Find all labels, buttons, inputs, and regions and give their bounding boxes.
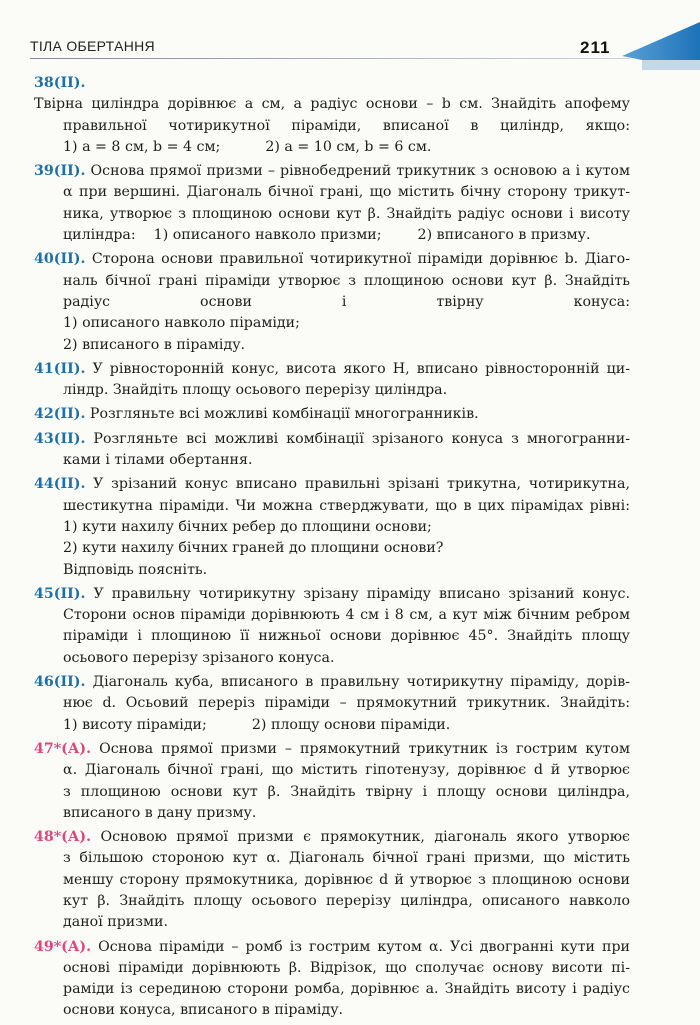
exercise-text: нює d. Осьовий переріз піраміди – прямокутний трикутник. Знайдіть: — [63, 695, 630, 712]
corner-tab-decoration — [622, 22, 700, 70]
exercise-line — [34, 1000, 630, 1021]
exercise-number: 42(ІІ). — [34, 406, 86, 423]
exercise-line — [34, 626, 630, 647]
exercise-text: кут β. Знайдіть площу осьового перерізу циліндра, описаного навколо — [63, 892, 630, 909]
exercise-text: Розгляньте всі можливі комбінації зрізаного конуса з многогранни- — [93, 430, 630, 447]
exercise-text: наль бічної грані піраміди утворює з площиною основи кут β. Знайдіть — [63, 272, 630, 289]
exercise-list — [34, 73, 630, 1025]
exercise-line — [34, 450, 630, 471]
exercise-line — [34, 760, 630, 781]
exercise-text: раміди із серединою сторони ромба, дорівнює a. Знайдіть висоту і радіус — [63, 981, 630, 998]
exercise-line — [34, 496, 630, 517]
exercise-text: ника, утворює з площиною основи кут β. Знайдіть радіус основи і висоту — [63, 205, 630, 222]
exercise-text: У зрізаний конус вписано правильні зрізані трикутна, чотирикутна, — [93, 476, 630, 493]
exercise-text: правильної чотирикутної піраміди, вписаної в циліндр, якщо: — [63, 117, 630, 134]
exercise-item — [34, 73, 630, 158]
exercise-line — [34, 359, 630, 380]
exercise-text: ліндр. Знайдіть площу осьового перерізу циліндра. — [63, 382, 448, 399]
exercise-number: 38(ІІ). — [34, 75, 86, 91]
exercise-text: Основа прямої призми – рівнобедрений трикутник з основою a і кутом — [90, 163, 631, 180]
exercise-item — [34, 249, 630, 355]
exercise-item — [34, 429, 630, 472]
exercise-line — [34, 672, 630, 693]
exercise-line — [34, 517, 630, 538]
exercise-line — [34, 803, 630, 824]
exercise-number: 40(ІІ). — [34, 251, 86, 268]
exercise-text: 1) висоту піраміди; 2) площу основи піраміди. — [63, 716, 451, 733]
exercise-text: 1) описаного навколо піраміди; — [63, 315, 300, 332]
exercise-line — [34, 116, 630, 137]
exercise-text: 2) кути нахилу бічних граней до площини основи? — [63, 540, 444, 557]
exercise-line — [34, 605, 630, 626]
exercise-line — [34, 335, 630, 356]
exercise-text: шестикутна піраміди. Чи можна стверджувати, що в цих пірамідах рівні: — [63, 497, 630, 514]
exercise-text: Відповідь поясніть. — [63, 561, 208, 578]
exercise-line — [34, 870, 630, 891]
exercise-line — [34, 648, 630, 669]
exercise-text: основи конуса, вписаного в піраміду. — [63, 1002, 344, 1019]
exercise-number: 43(ІІ). — [34, 430, 86, 447]
exercise-line — [34, 204, 630, 225]
exercise-item — [34, 359, 630, 402]
exercise-line — [34, 380, 630, 401]
exercise-text: У правильну чотирикутну зрізану піраміду вписано зрізаний конус. — [93, 585, 631, 602]
exercise-line — [34, 560, 630, 581]
exercise-item — [34, 739, 630, 824]
exercise-line — [34, 429, 630, 450]
exercise-line — [34, 979, 630, 1000]
exercise-line — [34, 584, 630, 605]
exercise-text: 2) вписаного в піраміду. — [63, 336, 246, 353]
exercise-text: 1) a = 8 см, b = 4 см; 2) a = 10 см, b = 6 см. — [63, 138, 432, 155]
exercise-text: Основа прямої призми – прямокутний трикутник із гострим кутом — [99, 740, 630, 757]
exercise-line — [34, 739, 630, 760]
exercise-text: Сторона основи правильної чотирикутної піраміди дорівнює b. Діаго- — [91, 251, 630, 268]
exercise-number: 41(ІІ). — [34, 360, 86, 377]
exercise-line — [34, 891, 630, 912]
exercise-number: 39(ІІ). — [34, 163, 86, 180]
exercise-text: 1) кути нахилу бічних ребер до площини основи; — [63, 518, 432, 535]
exercise-text: радіус основи і твірну конуса: — [63, 293, 630, 310]
exercise-text: У рівносторонній конус, висота якого H, вписано рівносторонній ци- — [92, 360, 630, 377]
running-title: ТІЛА ОБЕРТАННЯ — [30, 38, 155, 54]
exercise-text: вписаного в дану призму. — [63, 804, 257, 821]
exercise-text: Основа піраміди – ромб із гострим кутом α. Усі двогранні кути при — [98, 938, 630, 955]
exercise-line — [34, 715, 630, 736]
exercise-item — [34, 161, 630, 246]
exercise-line — [34, 73, 630, 116]
exercise-line — [34, 912, 630, 933]
exercise-line — [34, 693, 630, 714]
exercise-text: меншу сторону прямокутника, дорівнює d й утворює з площиною основи — [63, 871, 630, 888]
exercise-line — [34, 182, 630, 203]
exercise-text: осьового перерізу зрізаного конуса. — [63, 649, 335, 666]
exercise-number: 49*(А). — [34, 938, 92, 955]
exercise-text: α. Діагональ бічної грані, що містить гіпотенузу, дорівнює d й утворює — [63, 762, 630, 779]
exercise-text: циліндра: 1) описаного навколо призми; 2) вписаного в призму. — [63, 227, 591, 244]
header-rule — [30, 58, 630, 59]
exercise-text: ками і тілами обертання. — [63, 452, 253, 469]
exercise-line — [34, 404, 630, 425]
exercise-text: даної призми. — [63, 914, 168, 931]
exercise-line — [34, 827, 630, 848]
exercise-item — [34, 937, 630, 1022]
exercise-item — [34, 827, 630, 933]
exercise-item — [34, 672, 630, 736]
exercise-number: 45(ІІ). — [34, 585, 86, 602]
exercise-line — [34, 848, 630, 869]
exercise-number: 47*(А). — [34, 740, 92, 757]
exercise-line — [34, 225, 630, 246]
exercise-line — [34, 249, 630, 270]
page-number: 211 — [580, 38, 611, 57]
exercise-number: 48*(А). — [34, 829, 92, 846]
exercise-text: піраміди і площиною її нижньої основи дорівнює 45°. Знайдіть площу — [63, 628, 630, 645]
exercise-line — [34, 161, 630, 182]
exercise-line — [34, 538, 630, 559]
exercise-item — [34, 404, 630, 425]
exercise-number: 46(ІІ). — [34, 674, 86, 691]
exercise-text: Сторони основ піраміди дорівнюють 4 см і 8 см, а кут між бічним ребром — [63, 607, 630, 624]
exercise-line — [34, 474, 630, 495]
exercise-text: основі піраміди дорівнюють β. Відрізок, що сполучає основу висоти пі- — [63, 959, 630, 976]
exercise-text: α при вершині. Діагональ бічної грані, що містить бічну сторону трикут- — [63, 184, 630, 201]
exercise-line — [34, 937, 630, 958]
exercise-line — [34, 958, 630, 979]
exercise-text: з більшою стороною кут α. Діагональ бічної грані призми, що містить — [63, 850, 630, 867]
exercise-line — [34, 271, 630, 292]
exercise-item — [34, 474, 630, 580]
exercise-item — [34, 584, 630, 669]
page-header — [0, 0, 700, 80]
exercise-line — [34, 292, 630, 313]
exercise-text: Основою прямої призми є прямокутник, діагональ якого утворює — [100, 829, 630, 846]
exercise-text: з площиною основи кут β. Знайдіть твірну і площу основи циліндра, — [63, 783, 630, 800]
exercise-line — [34, 313, 630, 334]
exercise-line — [34, 137, 630, 158]
exercise-text: Розгляньте всі можливі комбінації многогранників. — [89, 406, 479, 423]
exercise-line — [34, 782, 630, 803]
exercise-number: 44(ІІ). — [34, 476, 86, 493]
exercise-text: Діагональ куба, вписаного в правильну чотирикутну піраміду, дорів- — [92, 674, 630, 691]
exercise-text: Твірна циліндра дорівнює a см, а радіус основи – b см. Знайдіть апофему — [34, 96, 630, 113]
